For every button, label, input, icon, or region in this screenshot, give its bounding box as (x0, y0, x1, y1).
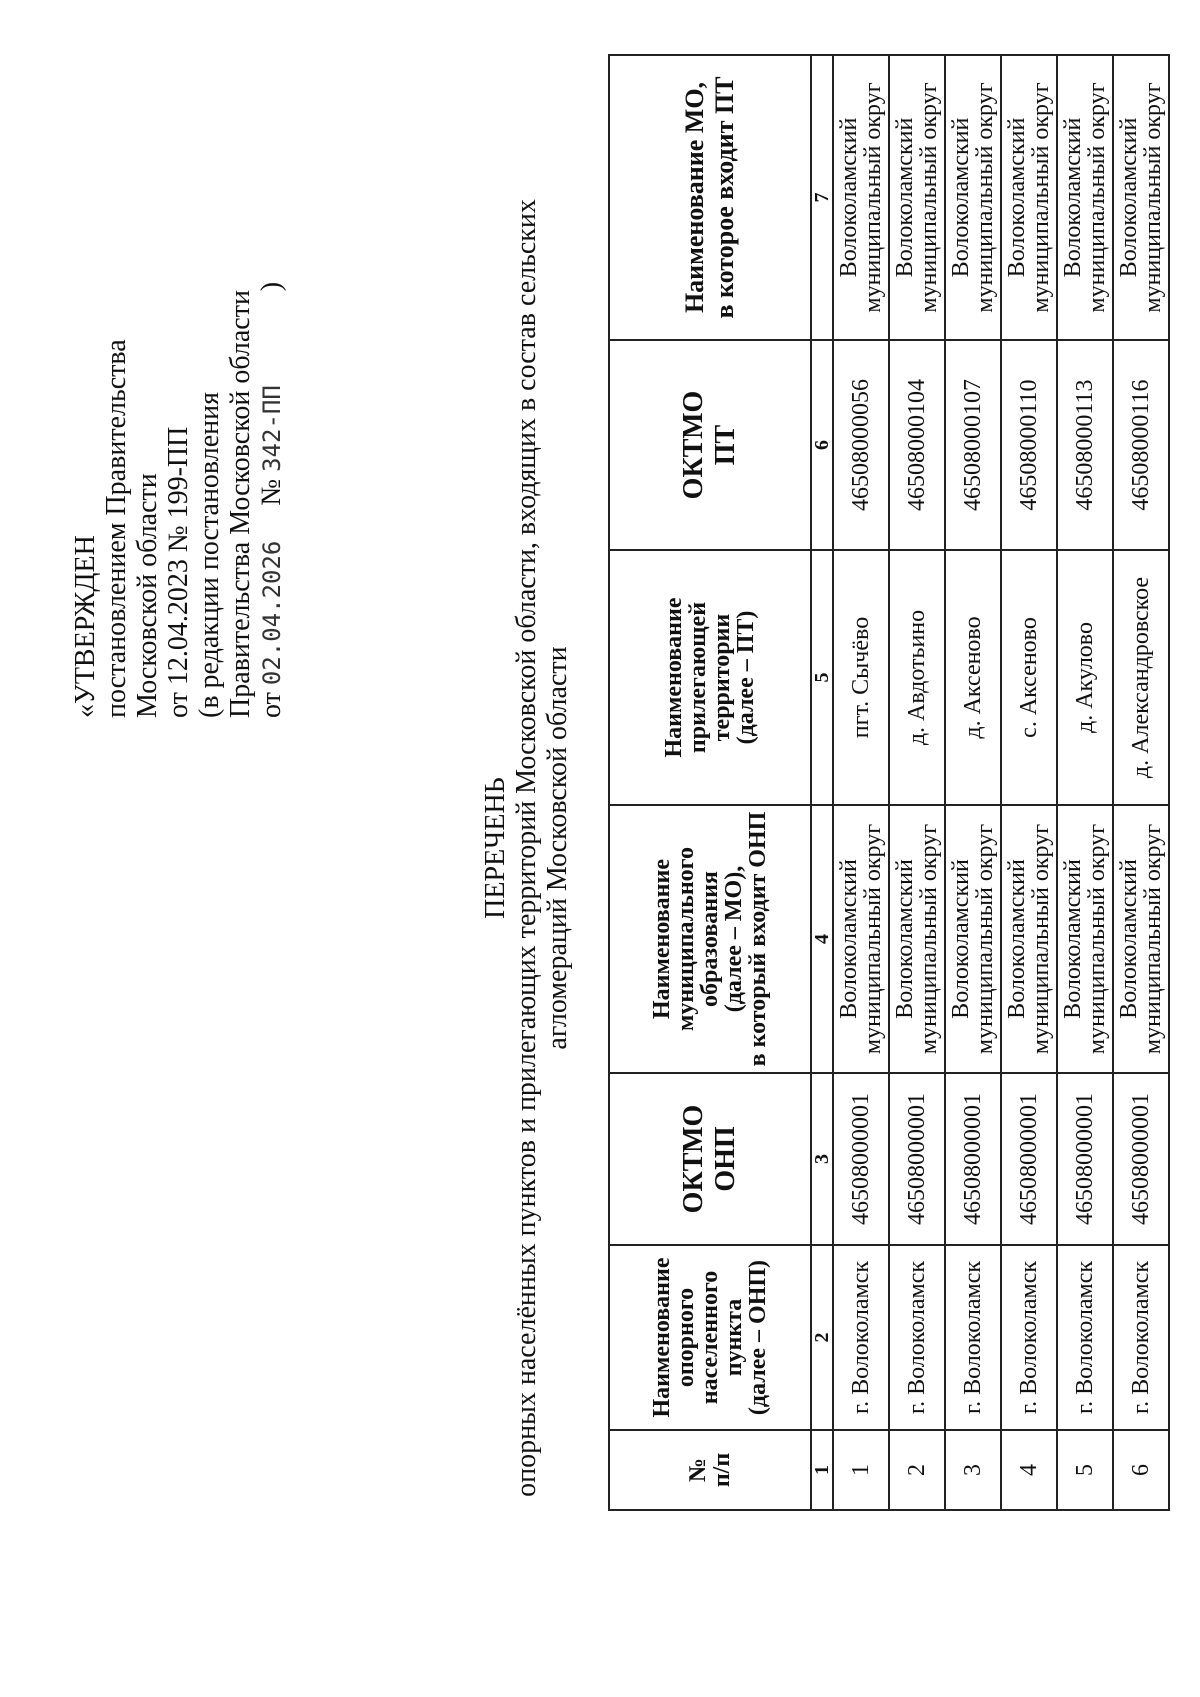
column-number: 5 (811, 550, 833, 805)
title-heading: ПЕРЕЧЕНЬ (480, 777, 511, 919)
title-subtitle: агломераций Московской области (542, 646, 573, 1050)
column-number: 6 (811, 340, 833, 550)
table-header-row (609, 55, 811, 1510)
mo-pt-name: Волоколамский муниципальный округ (945, 55, 1001, 340)
column-number: 1 (811, 1430, 833, 1510)
mo-pt-name: Волоколамский муниципальный округ (1001, 55, 1057, 340)
column-number: 4 (811, 805, 833, 1073)
table-row (1057, 55, 1113, 1510)
onp-name: г. Волоколамск (833, 1245, 889, 1430)
pt-name: д. Александровское (1113, 550, 1169, 805)
oktmo-pt: 46508000110 (1001, 340, 1057, 550)
oktmo-onp: 46508000001 (1057, 1073, 1113, 1245)
row-number: 6 (1113, 1430, 1169, 1510)
approval-stamp (70, 158, 288, 718)
mo-pt-name: Волоколамский муниципальный округ (889, 55, 945, 340)
table-row (889, 55, 945, 1510)
mo-name: Волоколамский муниципальный округ (1001, 805, 1057, 1073)
header-cell: Наименование МО, в которое входит ПТ (609, 55, 811, 340)
approval-line: (в редакции постановления (194, 391, 225, 718)
approval-line: от 12.04.2023 № 199-ПП (163, 426, 194, 718)
row-number: 1 (833, 1430, 889, 1510)
handwritten-number: 342-ПП (258, 385, 286, 472)
pt-name: пгт. Сычёво (833, 550, 889, 805)
onp-name: г. Волоколамск (945, 1245, 1001, 1430)
column-number: 2 (811, 1245, 833, 1430)
table-row (1113, 55, 1169, 1510)
oktmo-onp: 46508000001 (833, 1073, 889, 1245)
onp-name: г. Волоколамск (889, 1245, 945, 1430)
table-row (1001, 55, 1057, 1510)
handwritten-date: 02.04.2026 (258, 540, 286, 686)
pt-name: д. Акулово (1057, 550, 1113, 805)
oktmo-onp: 46508000001 (1001, 1073, 1057, 1245)
header-cell: Наименование опорного населенного пункта (далее – ОНП) (609, 1245, 811, 1430)
pt-name: д. Аксеново (945, 550, 1001, 805)
header-cell: № п/п (609, 1430, 811, 1510)
mo-name: Волоколамский муниципальный округ (833, 805, 889, 1073)
pt-name: д. Авдотьино (889, 550, 945, 805)
mo-name: Волоколамский муниципальный округ (889, 805, 945, 1073)
table-row (945, 55, 1001, 1510)
onp-name: г. Волоколамск (1057, 1245, 1113, 1430)
document-page (60, 48, 1166, 1648)
row-number: 2 (889, 1430, 945, 1510)
closing-paren: ) (256, 281, 287, 292)
row-number: 4 (1001, 1430, 1057, 1510)
oktmo-onp: 46508000001 (889, 1073, 945, 1245)
document-title (480, 48, 573, 1648)
column-number-row (811, 55, 833, 1510)
oktmo-onp: 46508000001 (1113, 1073, 1169, 1245)
approval-date-line (256, 158, 288, 718)
oktmo-pt: 46508000056 (833, 340, 889, 550)
header-cell: ОКТМО ПТ (609, 340, 811, 550)
mo-name: Волоколамский муниципальный округ (1057, 805, 1113, 1073)
oktmo-pt: 46508000116 (1113, 340, 1169, 550)
number-label: № (256, 478, 287, 506)
title-subtitle: опорных населённых пунктов и прилегающих территорий Московской области, входящих в состав сельских (511, 199, 542, 1497)
row-number: 5 (1057, 1430, 1113, 1510)
pt-name: с. Аксеново (1001, 550, 1057, 805)
settlements-table (608, 54, 1170, 1511)
date-prefix: от (256, 692, 287, 718)
header-cell: Наименование муниципального образования (далее – МО), в который входит ОНП (609, 805, 811, 1073)
oktmo-pt: 46508000113 (1057, 340, 1113, 550)
oktmo-pt: 46508000107 (945, 340, 1001, 550)
oktmo-pt: 46508000104 (889, 340, 945, 550)
mo-pt-name: Волоколамский муниципальный округ (833, 55, 889, 340)
approval-line: Правительства Московской области (225, 290, 256, 718)
table-row (833, 55, 889, 1510)
approval-line: «УТВЕРЖДЕН (70, 535, 101, 718)
row-number: 3 (945, 1430, 1001, 1510)
oktmo-onp: 46508000001 (945, 1073, 1001, 1245)
mo-name: Волоколамский муниципальный округ (1113, 805, 1169, 1073)
header-cell: ОКТМО ОНП (609, 1073, 811, 1245)
approval-line: Московской области (132, 473, 163, 718)
onp-name: г. Волоколамск (1113, 1245, 1169, 1430)
mo-pt-name: Волоколамский муниципальный округ (1113, 55, 1169, 340)
approval-line: постановлением Правительства (101, 339, 132, 718)
mo-pt-name: Волоколамский муниципальный округ (1057, 55, 1113, 340)
onp-name: г. Волоколамск (1001, 1245, 1057, 1430)
mo-name: Волоколамский муниципальный округ (945, 805, 1001, 1073)
column-number: 3 (811, 1073, 833, 1245)
header-cell: Наименование прилегающей территории (далее – ПТ) (609, 550, 811, 805)
column-number: 7 (811, 55, 833, 340)
